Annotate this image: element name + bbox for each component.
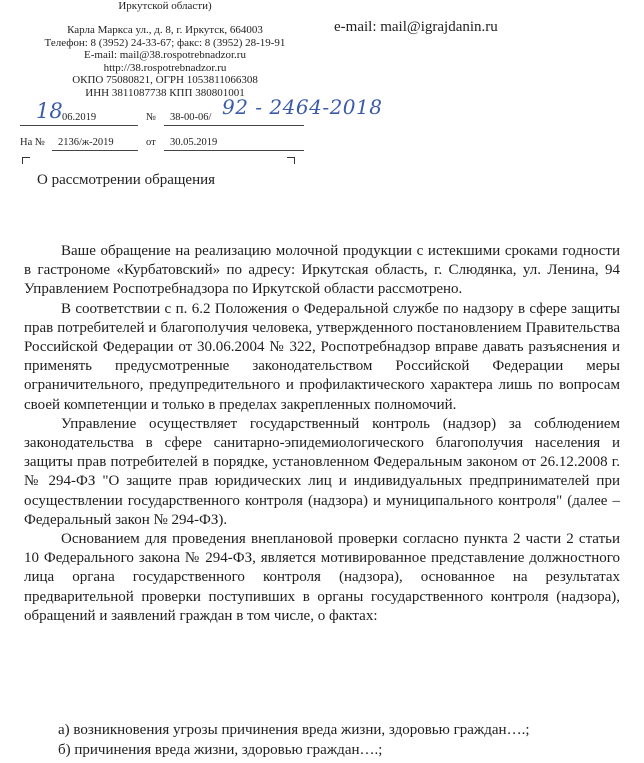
list-item-b: б) причинения вреда жизни, здоровью граждан….;	[58, 742, 383, 758]
outgoing-number-printed: 38-00-06/	[170, 112, 212, 123]
address-bracket-left	[22, 157, 30, 164]
outgoing-day-handwritten: 18	[36, 99, 63, 123]
list-item-a: а) возникновения угрозы причинения вреда жизни, здоровью граждан….;	[58, 722, 530, 738]
outgoing-date-printed: 06.2019	[62, 112, 97, 123]
incoming-date: 30.05.2019	[170, 137, 218, 148]
letterhead	[0, 24, 330, 100]
letterhead-phone-fax: Телефон: 8 (3952) 24-33-67; факс: 8 (3952) 28-19-91	[44, 36, 286, 49]
letterhead-okpo-ogrn: ОКПО 75080821, ОГРН 1053811066308	[72, 74, 258, 87]
incoming-from-label: от	[146, 137, 156, 148]
outgoing-number-label: №	[146, 112, 157, 123]
letterhead-region: Иркутской области)	[118, 0, 212, 12]
paragraph-3: Управление осуществляет государственный контроль (надзор) за соблюдением законодательства в сфере санитарно-эпидемиологического благополучия населения и защиты прав потребителей в порядке, установленном Федеральным законом от 26.12.2008 г. № 294-ФЗ "О защите прав юридических лиц и индивидуальных предпринимателей при осуществлении государственного контроля (надзора) и муниципального контроля" (далее – Федеральный закон № 294-ФЗ).	[24, 415, 620, 528]
incoming-number-field	[52, 136, 138, 151]
letter-body	[24, 242, 620, 626]
letterhead-inn-kpp: ИНН 3811087738 КПП 380801001	[85, 86, 245, 99]
incoming-number: 2136/ж-2019	[58, 137, 114, 148]
recipient-email[interactable]: e-mail: mail@igrajdanin.ru	[334, 19, 498, 35]
letterhead-email[interactable]: E-mail: mail@38.rospotrebnadzor.ru	[84, 49, 246, 62]
paragraph-2: В соответствии с п. 6.2 Положения о Федеральной службе по надзору в сфере защиты прав потребителей и благополучия человека, утвержденного постановлением Правительства Российской Федерации от 30.06.2004 № 322, Роспотребнадзор вправе давать разъяснения и применять предусмотренные законодательством Российской Федерации меры ограничительного, предупредительного и профилактического характера лишь по вопросам своей компетенции и только в пределах закрепленных полномочий.	[24, 300, 620, 413]
letterhead-address: Карла Маркса ул., д. 8, г. Иркутск, 664003	[67, 24, 263, 36]
incoming-date-field	[164, 136, 304, 151]
paragraph-4: Основанием для проведения внеплановой проверки согласно пункта 2 части 2 статьи 10 Федерального закона № 294-ФЗ, является мотивированное представление должностного лица органа государственного контроля (надзора), основанное на результатах предварительной проверки поступивших в органы государственного контроля (надзора), обращений и заявлений граждан в том числе, о фактах:	[24, 531, 620, 624]
incoming-number-label: На №	[20, 137, 45, 148]
paragraph-1: Ваше обращение на реализацию молочной продукции с истекшими сроками годности в гастрономе «Курбатовский» по адресу: Иркутская область, г. Слюдянка, ул. Ленина, 94 Управлением Роспотребнадзора по Иркутской области рассмотрено.	[24, 243, 620, 298]
outgoing-number-handwritten: 92 - 2464-2018	[222, 95, 383, 119]
letterhead-website[interactable]: http://38.rospotrebnadzor.ru	[103, 61, 227, 74]
subject-line: О рассмотрении обращения	[37, 172, 216, 188]
facts-list	[58, 720, 529, 760]
address-bracket-right	[287, 157, 295, 164]
